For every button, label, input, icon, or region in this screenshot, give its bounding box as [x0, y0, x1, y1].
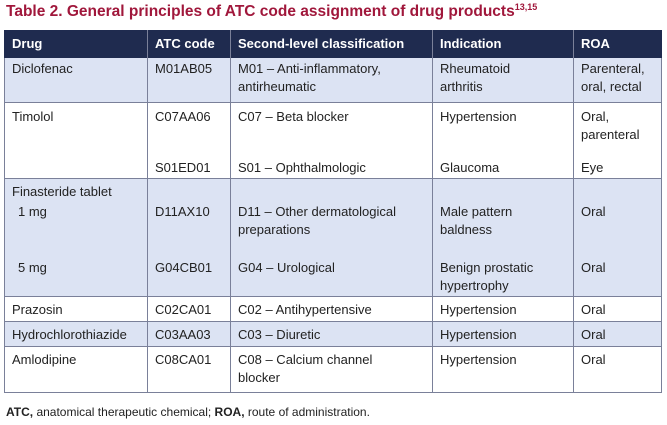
table-title-text: Table 2. General principles of ATC code assignment of drug products	[6, 3, 515, 20]
cell-line: Male pattern	[440, 203, 513, 219]
footnote-abbr-atc: ATC,	[6, 405, 34, 419]
cell-drug: 1 mg	[5, 201, 148, 257]
cell-atc-code: D11AX10	[148, 201, 231, 257]
cell-indication: Hypertension	[433, 297, 574, 322]
cell-classification: C07 – Beta blocker	[231, 102, 433, 157]
cell-line: M01 – Anti-inflammatory,	[238, 61, 381, 76]
header-atc-code: ATC code	[148, 30, 231, 58]
cell-roa: Oral	[574, 297, 662, 322]
cell-line: oral, rectal	[581, 79, 642, 94]
cell-line: C08 – Calcium channel	[238, 352, 373, 367]
cell-indication	[433, 178, 574, 201]
cell-atc-code: G04CB01	[148, 257, 231, 297]
cell-indication: Hypertension	[433, 102, 574, 157]
cell-classification	[231, 178, 433, 201]
cell-classification: S01 – Ophthalmologic	[231, 157, 433, 178]
cell-roa	[574, 102, 662, 157]
cell-roa: Oral	[574, 347, 662, 393]
cell-roa: Eye	[574, 157, 662, 178]
header-second-level-classification: Second-level classification	[231, 30, 433, 58]
cell-classification	[231, 347, 433, 393]
table-row	[5, 178, 662, 201]
cell-indication: Hypertension	[433, 322, 574, 347]
cell-roa	[574, 178, 662, 201]
cell-line: arthritis	[440, 79, 483, 94]
table-footnote	[6, 405, 370, 419]
cell-line: Benign prostatic	[440, 259, 534, 275]
cell-line: hypertrophy	[440, 277, 509, 293]
cell-indication	[433, 257, 574, 297]
table-row	[5, 201, 662, 257]
cell-line: antirheumatic	[238, 79, 317, 94]
cell-roa: Oral	[574, 257, 662, 297]
cell-line: Rheumatoid	[440, 61, 511, 76]
cell-atc-code: S01ED01	[148, 157, 231, 178]
header-roa: ROA	[574, 30, 662, 58]
cell-line: blocker	[238, 370, 280, 385]
footnote-def-atc: anatomical therapeutic chemical;	[33, 405, 215, 419]
cell-indication: Glaucoma	[433, 157, 574, 178]
cell-line: preparations	[238, 221, 311, 237]
cell-indication: Hypertension	[433, 347, 574, 393]
cell-drug: Prazosin	[5, 297, 148, 322]
cell-drug: Diclofenac	[5, 58, 148, 102]
cell-line: baldness	[440, 221, 493, 237]
cell-line: Oral,	[581, 108, 610, 124]
cell-roa: Oral	[574, 322, 662, 347]
table-row	[5, 157, 662, 178]
cell-indication	[433, 201, 574, 257]
header-indication: Indication	[433, 30, 574, 58]
title-reference-superscript: 13,15	[514, 2, 538, 12]
table-row	[5, 347, 662, 393]
cell-atc-code: C02CA01	[148, 297, 231, 322]
cell-atc-code: M01AB05	[148, 58, 231, 102]
cell-classification: G04 – Urological	[231, 257, 433, 297]
cell-line: D11 – Other dermatological	[238, 203, 397, 219]
cell-drug: Timolol	[5, 102, 148, 157]
table-row	[5, 58, 662, 102]
cell-roa	[574, 58, 662, 102]
cell-line: parenteral	[581, 126, 640, 142]
cell-classification: C02 – Antihypertensive	[231, 297, 433, 322]
cell-classification	[231, 58, 433, 102]
cell-indication	[433, 58, 574, 102]
table-row	[5, 297, 662, 322]
table-title	[6, 3, 537, 21]
cell-drug: Amlodipine	[5, 347, 148, 393]
table-row	[5, 322, 662, 347]
table-row	[5, 257, 662, 297]
table-header-row	[5, 30, 662, 58]
cell-drug: Finasteride tablet	[5, 178, 148, 201]
header-drug: Drug	[5, 30, 148, 58]
cell-atc-code: C03AA03	[148, 322, 231, 347]
cell-drug	[5, 157, 148, 178]
cell-atc-code: C07AA06	[148, 102, 231, 157]
cell-atc-code	[148, 178, 231, 201]
cell-atc-code: C08CA01	[148, 347, 231, 393]
cell-classification: C03 – Diuretic	[231, 322, 433, 347]
cell-classification	[231, 201, 433, 257]
cell-roa: Oral	[574, 201, 662, 257]
cell-drug: 5 mg	[5, 257, 148, 297]
cell-drug: Hydrochlorothiazide	[5, 322, 148, 347]
table-row	[5, 102, 662, 157]
cell-line: Parenteral,	[581, 61, 645, 76]
footnote-def-roa: route of administration.	[244, 405, 370, 419]
footnote-abbr-roa: ROA,	[214, 405, 245, 419]
atc-table	[4, 30, 662, 393]
